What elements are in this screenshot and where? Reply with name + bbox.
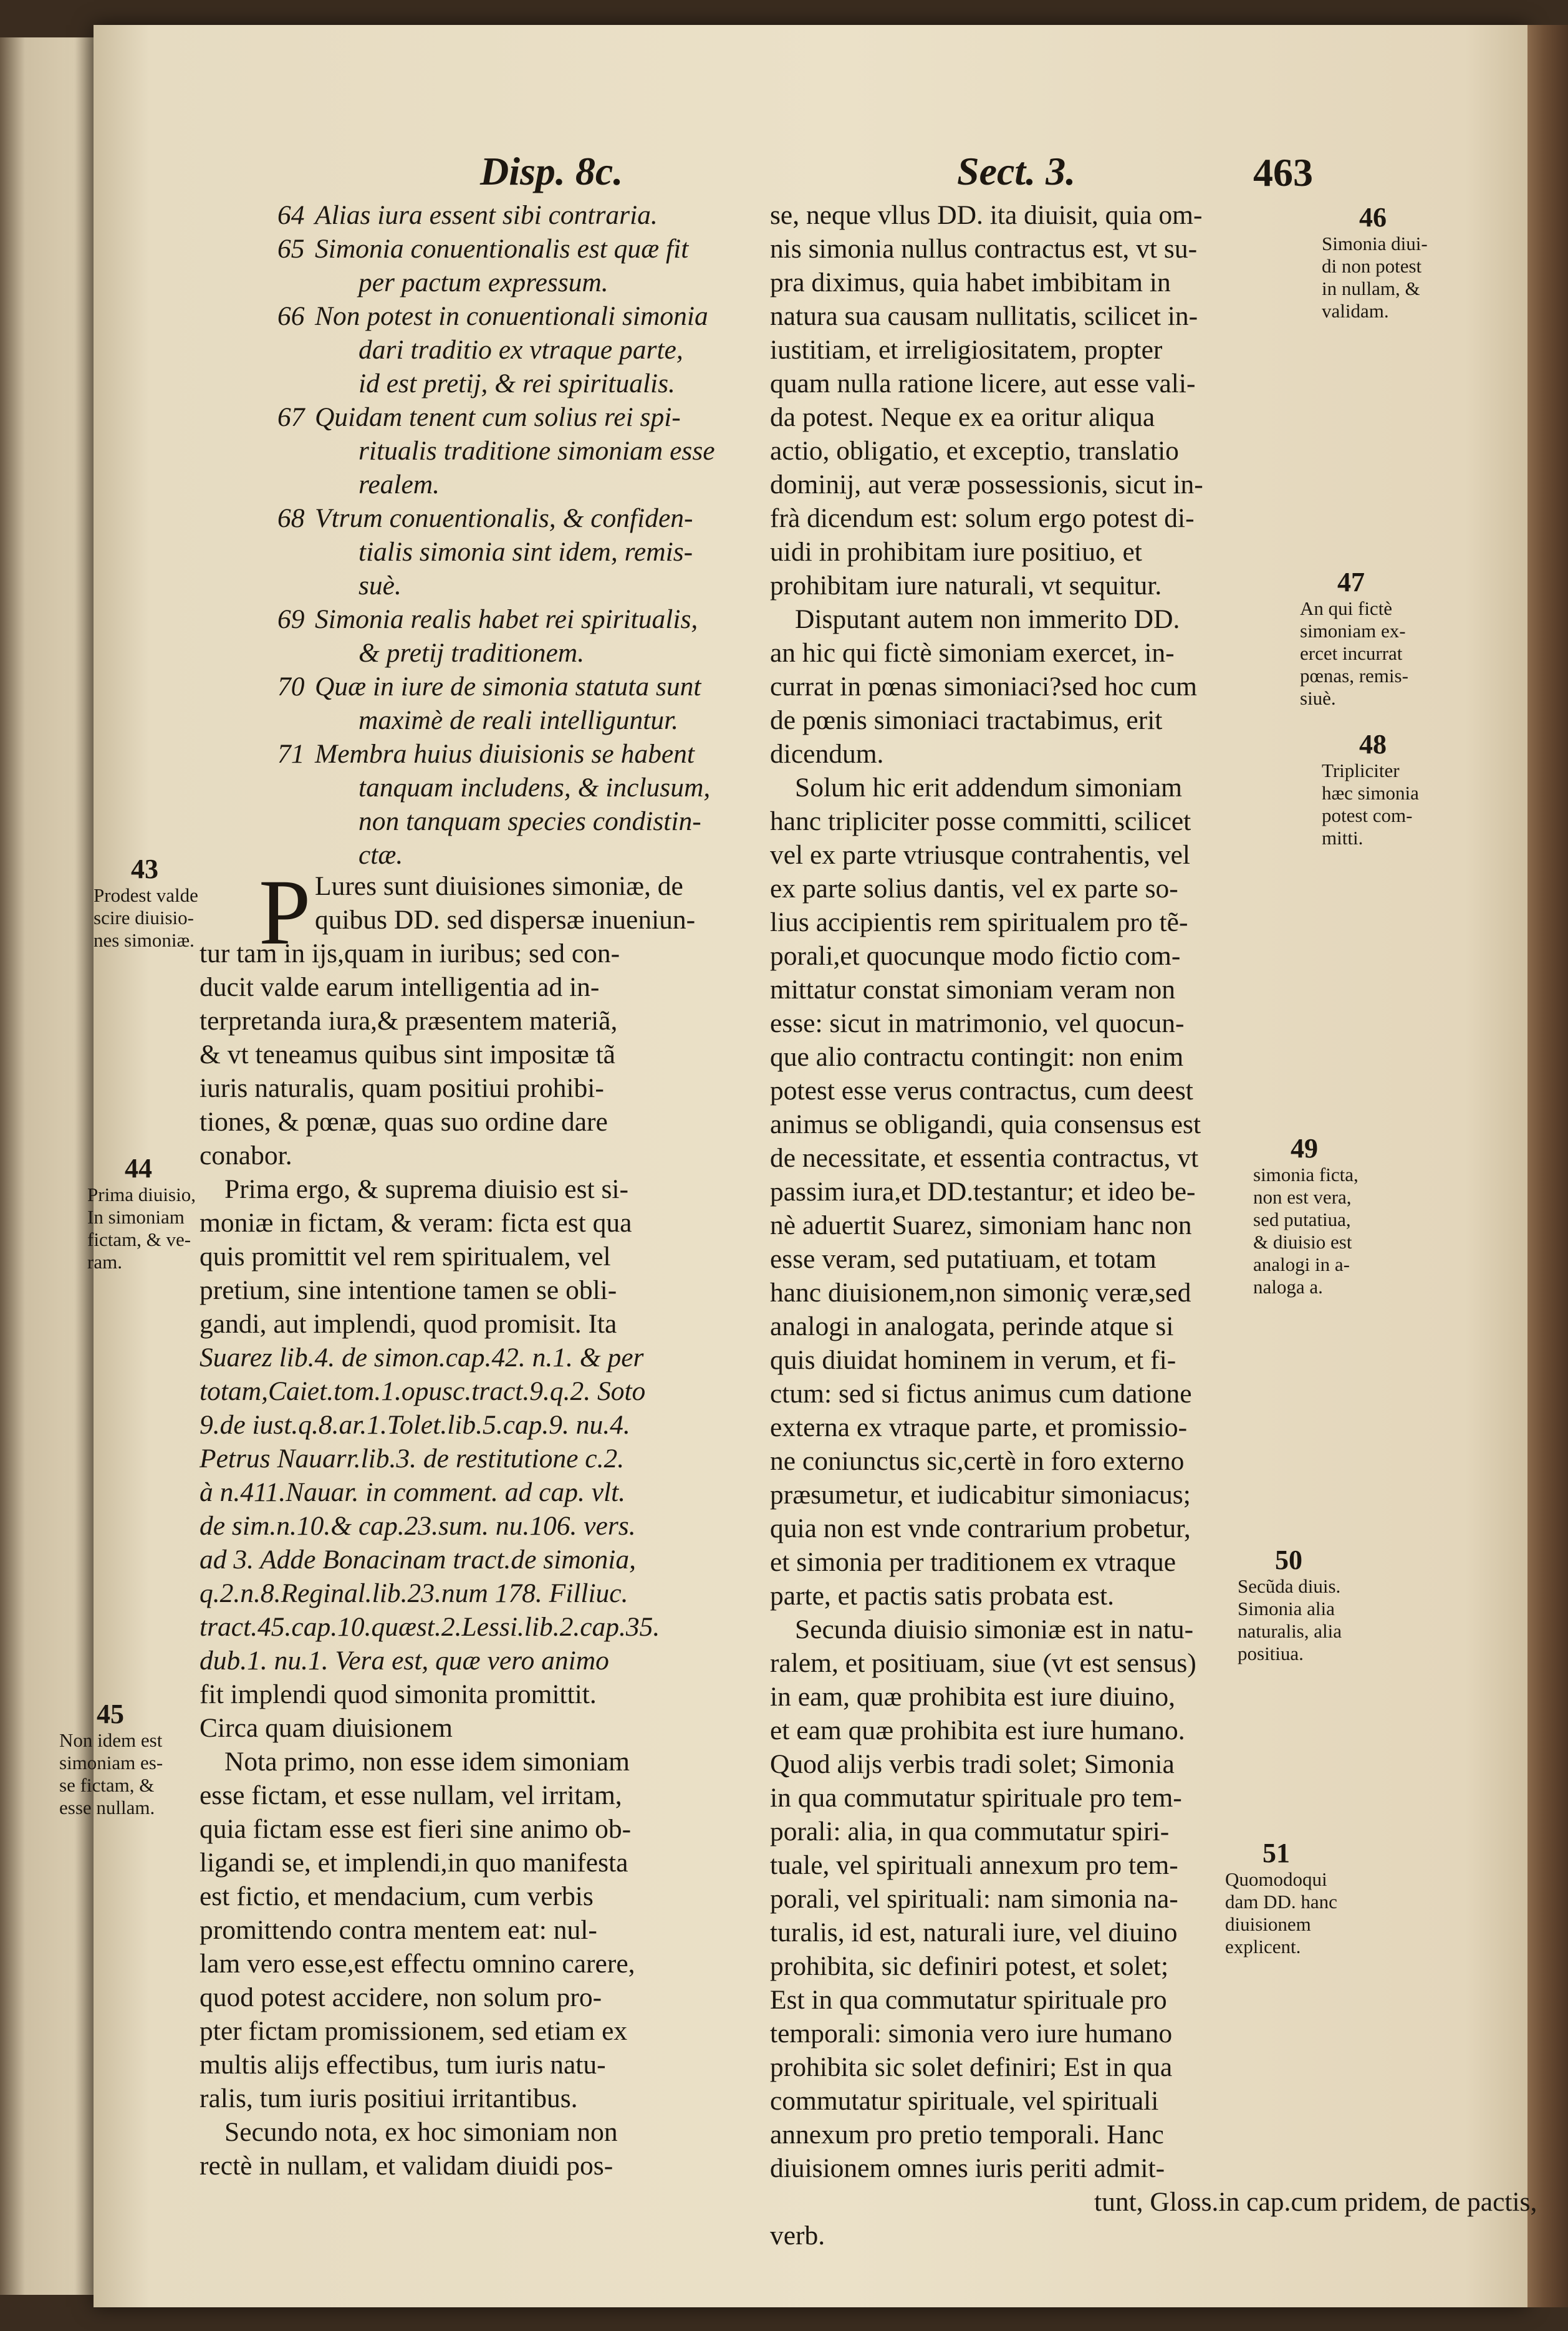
body-line: annexum pro pretio temporali. Hanc <box>770 2120 1164 2150</box>
body-line: ralem, et positiuam, siue (vt est sensus) <box>770 1648 1196 1678</box>
summary-line <box>277 501 715 535</box>
body-line: pra diximus, quia habet imbibitam in <box>770 268 1171 297</box>
margin-note <box>1322 730 1419 849</box>
body-line: porali, vel spirituali: nam simonia na- <box>770 1884 1178 1914</box>
margin-note-line: Quomodoqui <box>1225 1868 1327 1890</box>
margin-note <box>1238 1545 1342 1665</box>
drop-cap: P <box>259 861 311 964</box>
margin-note-number: 51 <box>1263 1838 1290 1868</box>
summary-text: non tanquam species condistin- <box>358 806 701 836</box>
body-line: Circa quam diuisionem <box>200 1713 453 1743</box>
body-line: mittatur constat simoniam veram non <box>770 975 1175 1005</box>
margin-note-line: Prima diuisio, <box>87 1184 196 1205</box>
margin-note-line: Simonia alia <box>1238 1598 1335 1619</box>
summary-number: 67 <box>277 402 305 432</box>
summary-line <box>277 232 715 266</box>
body-line: vel ex parte vtriusque contrahentis, vel <box>770 840 1191 870</box>
body-line: quis promittit vel rem spiritualem, vel <box>200 1242 611 1272</box>
summary-line <box>277 569 715 602</box>
margin-note-line: siuè. <box>1300 687 1336 709</box>
body-line: quod potest accidere, non solum pro- <box>200 1982 602 2012</box>
body-line: de sim.n.10.& cap.23.sum. nu.106. vers. <box>200 1511 636 1541</box>
body-line: se, neque vllus DD. ita diuisit, quia om- <box>770 200 1203 230</box>
body-line: q.2.n.8.Reginal.lib.23.num 178. Filliuc. <box>200 1578 628 1608</box>
running-header-center: Sect. 3. <box>957 149 1076 193</box>
body-line: verb. <box>770 2221 825 2251</box>
summary-line <box>277 367 715 400</box>
margin-note-line: Prodest valde <box>94 884 198 906</box>
body-line: passim iura,et DD.testantur; et ideo be- <box>770 1177 1196 1207</box>
margin-note-line: ram. <box>87 1251 122 1273</box>
summary-list <box>277 198 715 872</box>
margin-note <box>1322 203 1428 322</box>
margin-note-line: hæc simonia <box>1322 782 1419 804</box>
margin-note-line: Secũda diuis. <box>1238 1575 1341 1597</box>
body-line: nè aduertit Suarez, simoniam hanc non <box>770 1210 1192 1240</box>
body-line: in qua commutatur spirituale pro tem- <box>770 1783 1182 1813</box>
summary-text: dari traditio ex vtraque parte, <box>358 335 683 365</box>
body-line: nis simonia nullus contractus est, vt su- <box>770 234 1198 264</box>
margin-note-line: Simonia diui- <box>1322 233 1428 254</box>
body-line: & vt teneamus quibus sint impositæ tã <box>200 1040 615 1069</box>
body-line: an hic qui fictè simoniam exercet, in- <box>770 638 1175 668</box>
body-line: tiones, & pœnæ, quas suo ordine dare <box>200 1107 608 1137</box>
body-line: prohibita sic solet definiri; Est in qua <box>770 2052 1173 2082</box>
adjacent-page-edge <box>0 37 94 2295</box>
summary-text: ritualis traditione simoniam esse <box>358 436 715 466</box>
body-line: Petrus Nauarr.lib.3. de restitutione c.2. <box>200 1444 625 1474</box>
body-line: Prima ergo, & suprema diuisio est si- <box>224 1174 628 1204</box>
margin-note-line: simoniam ex- <box>1300 620 1406 642</box>
summary-text: ctæ. <box>358 840 403 870</box>
margin-note-line: positiua. <box>1238 1643 1304 1664</box>
body-line: Quod alijs verbis tradi solet; Simonia <box>770 1749 1175 1779</box>
body-line: in eam, quæ prohibita est iure diuino, <box>770 1682 1175 1712</box>
summary-text: Alias iura essent sibi contraria. <box>315 200 658 230</box>
body-line: est fictio, et mendacium, cum verbis <box>200 1881 594 1911</box>
summary-text: Vtrum conuentionalis, & confiden- <box>315 503 693 533</box>
body-line: quam nulla ratione licere, aut esse vali- <box>770 369 1196 398</box>
margin-note-line: Tripliciter <box>1322 760 1400 781</box>
margin-note-line: explicent. <box>1225 1936 1301 1957</box>
body-line: Solum hic erit addendum simoniam <box>795 773 1183 803</box>
margin-note-number: 44 <box>125 1153 152 1184</box>
summary-line <box>277 737 715 771</box>
summary-line <box>277 333 715 367</box>
body-line: ad 3. Adde Bonacinam tract.de simonia, <box>200 1545 636 1575</box>
body-line: Nota primo, non esse idem simoniam <box>224 1747 630 1777</box>
margin-note-line: potest com- <box>1322 804 1413 826</box>
summary-line <box>277 198 715 232</box>
summary-text: Simonia realis habet rei spiritualis, <box>315 604 698 634</box>
summary-number: 71 <box>277 739 305 769</box>
body-line: Secundo nota, ex hoc simoniam non <box>224 2117 618 2147</box>
body-line: frà dicendum est: solum ergo potest di- <box>770 503 1195 533</box>
margin-note-line: esse nullam. <box>59 1797 155 1818</box>
body-line: ralis, tum iuris positiui irritantibus. <box>200 2083 578 2113</box>
summary-line <box>277 670 715 703</box>
body-line: dicendum. <box>770 739 884 769</box>
body-line: da potest. Neque ex ea oritur aliqua <box>770 402 1155 432</box>
margin-note-line: nes simoniæ. <box>94 929 195 951</box>
body-line: esse fictam, et esse nullam, vel irritam, <box>200 1780 622 1810</box>
summary-text: per pactum expressum. <box>358 268 608 297</box>
margin-note-line: An qui fictè <box>1300 597 1393 619</box>
page-number: 463 <box>1253 150 1313 195</box>
body-line: Disputant autem non immerito DD. <box>795 604 1180 634</box>
body-line: de pœnis simoniaci tractabimus, erit <box>770 705 1163 735</box>
summary-text: maximè de reali intelliguntur. <box>358 705 679 735</box>
body-line: Lures sunt diuisiones simoniæ, de <box>315 871 683 901</box>
body-line: tuale, vel spirituali annexum pro tem- <box>770 1850 1178 1880</box>
body-line: lam vero esse,est effectu omnino carere, <box>200 1949 635 1979</box>
margin-note <box>1225 1838 1337 1958</box>
body-line: tur tam in ijs,quam in iuribus; sed con- <box>200 939 620 968</box>
body-line: lius accipientis rem spiritualem pro tẽ- <box>770 907 1188 937</box>
margin-note-number: 48 <box>1359 729 1387 760</box>
body-line: ducit valde earum intelligentia ad in- <box>200 972 600 1002</box>
running-header-left: Disp. 8c. <box>480 149 623 193</box>
body-line: 9.de iust.q.8.ar.1.Tolet.lib.5.cap.9. nu.4. <box>200 1410 630 1440</box>
body-line: à n.411.Nauar. in comment. ad cap. vlt. <box>200 1477 626 1507</box>
body-line: præsumetur, et iudicabitur simoniacus; <box>770 1480 1191 1510</box>
body-line: et simonia per traditionem ex vtraque <box>770 1547 1176 1577</box>
body-line: actio, obligatio, et exceptio, translatio <box>770 436 1179 466</box>
summary-text: Simonia conuentionalis est quæ fit <box>315 234 689 264</box>
margin-note-number: 47 <box>1337 567 1365 597</box>
summary-line <box>277 602 715 636</box>
body-line: parte, et pactis satis probata est. <box>770 1581 1115 1611</box>
body-line: rectè in nullam, et validam diuidi pos- <box>200 2151 613 2181</box>
summary-text: tialis simonia sint idem, remis- <box>358 537 693 567</box>
margin-note <box>1253 1134 1359 1298</box>
summary-text: tanquam includens, & inclusum, <box>358 773 711 803</box>
body-line: quia non est vnde contrarium probetur, <box>770 1513 1191 1543</box>
body-line: quia fictam esse est fieri sine animo ob- <box>200 1814 632 1844</box>
body-line: pretium, sine intentione tamen se obli- <box>200 1275 617 1305</box>
summary-line <box>277 535 715 569</box>
margin-note-number: 50 <box>1275 1545 1302 1575</box>
margin-note-line: scire diuisio- <box>94 907 194 929</box>
summary-text: Membra huius diuisionis se habent <box>315 739 695 769</box>
body-line: quis diuidat hominem in verum, et fi- <box>770 1345 1176 1375</box>
body-line: ex parte solius dantis, vel ex parte so- <box>770 874 1178 904</box>
body-line: prohibita, sic definiri potest, et solet; <box>770 1951 1169 1981</box>
body-line: dominij, aut veræ possessionis, sicut in- <box>770 470 1203 500</box>
summary-number: 69 <box>277 604 305 634</box>
body-line: ligandi se, et implendi,in quo manifesta <box>200 1848 628 1878</box>
body-line: ctum: sed si fictus animus cum datione <box>770 1379 1192 1409</box>
body-line: multis alijs effectibus, tum iuris natu- <box>200 2050 606 2080</box>
summary-line <box>277 703 715 737</box>
body-line: diuisionem omnes iuris periti admit- <box>770 2153 1165 2183</box>
summary-text: Non potest in conuentionali simonia <box>315 301 708 331</box>
margin-note-line: & diuisio est <box>1253 1231 1352 1253</box>
body-line: iustitiam, et irreligiositatem, propter <box>770 335 1163 365</box>
body-line: porali: alia, in qua commutatur spiri- <box>770 1817 1170 1846</box>
body-line: turalis, id est, naturali iure, vel diuino <box>770 1918 1178 1947</box>
body-line: externa ex vtraque parte, et promissio- <box>770 1412 1188 1442</box>
body-line: Secunda diuisio simoniæ est in natu- <box>795 1614 1194 1644</box>
body-line: commutatur spirituale, vel spirituali <box>770 2086 1159 2116</box>
body-line: Est in qua commutatur spirituale pro <box>770 1985 1167 2015</box>
body-line: hanc diuisionem,non simoniç veræ,sed <box>770 1278 1191 1308</box>
body-line: natura sua causam nullitatis, scilicet in- <box>770 301 1198 331</box>
margin-note-line: simonia ficta, <box>1253 1164 1359 1185</box>
body-line: analogi in analogata, perinde atque si <box>770 1311 1174 1341</box>
body-line: que alio contractu contingit: non enim <box>770 1042 1184 1072</box>
margin-note-line: fictam, & ve- <box>87 1228 191 1250</box>
margin-note-line: sed putatiua, <box>1253 1209 1351 1230</box>
margin-note-line: validam. <box>1322 300 1389 322</box>
body-line: totam,Caiet.tom.1.opusc.tract.9.q.2. Soto <box>200 1376 646 1406</box>
body-line: quibus DD. sed dispersæ inueniun- <box>315 905 696 935</box>
margin-note-number: 46 <box>1359 202 1387 233</box>
body-line: porali,et quocunque modo fictio com- <box>770 941 1181 971</box>
summary-text: suè. <box>358 571 402 601</box>
body-line: conabor. <box>200 1141 292 1170</box>
summary-line <box>277 636 715 670</box>
body-line: terpretanda iura,& præsentem materiã, <box>200 1006 618 1036</box>
body-line: esse veram, sed putatiuam, et totam <box>770 1244 1157 1274</box>
margin-note-line: In simoniam <box>87 1206 185 1228</box>
left-body-column <box>200 869 695 2183</box>
body-line: potest esse verus contractus, cum deest <box>770 1076 1193 1106</box>
margin-note-line: dam DD. hanc <box>1225 1891 1337 1913</box>
summary-line <box>277 771 715 804</box>
right-body-column <box>770 198 1537 2252</box>
margin-note-line: ercet incurrat <box>1300 642 1403 664</box>
body-line: temporali: simonia vero iure humano <box>770 2019 1173 2049</box>
summary-number: 70 <box>277 672 305 702</box>
body-line: iuris naturalis, quam positiui prohibi- <box>200 1073 604 1103</box>
margin-note <box>94 854 198 952</box>
summary-line <box>277 804 715 838</box>
summary-text: Quæ in iure de simonia statuta sunt <box>315 672 701 702</box>
summary-line <box>277 838 715 872</box>
margin-note-line: in nullam, & <box>1322 278 1420 299</box>
body-line: animus se obligandi, quia consensus est <box>770 1109 1201 1139</box>
margin-note-line: simoniam es- <box>59 1752 163 1774</box>
summary-number: 65 <box>277 234 305 264</box>
margin-note-number: 49 <box>1291 1133 1318 1164</box>
body-line: Suarez lib.4. de simon.cap.42. n.1. & per <box>200 1343 644 1373</box>
summary-line <box>277 400 715 434</box>
summary-number: 64 <box>277 200 305 230</box>
margin-note-line: pœnas, remis- <box>1300 665 1408 687</box>
body-line: pter fictam promissionem, sed etiam ex <box>200 2016 628 2046</box>
margin-note-line: analogi in a- <box>1253 1253 1350 1275</box>
margin-note-line: di non potest <box>1322 255 1422 277</box>
body-line: moniæ in fictam, & veram: ficta est qua <box>200 1208 632 1238</box>
body-line: prohibitam iure naturali, vt sequitur. <box>770 571 1162 601</box>
margin-note-line: Non idem est <box>59 1729 163 1751</box>
summary-line <box>277 266 715 299</box>
margin-note <box>87 1154 196 1273</box>
body-line: de necessitate, et essentia contractus, vt <box>770 1143 1199 1173</box>
summary-line <box>277 434 715 468</box>
summary-text: & pretij traditionem. <box>358 638 585 668</box>
summary-line <box>277 299 715 333</box>
summary-text: id est pretij, & rei spiritualis. <box>358 369 675 398</box>
body-line: tract.45.cap.10.quæst.2.Lessi.lib.2.cap.35. <box>200 1612 660 1642</box>
body-line: ne coniunctus sic,certè in foro externo <box>770 1446 1185 1476</box>
body-line: fit implendi quod simonita promittit. <box>200 1679 597 1709</box>
body-line: gandi, aut implendi, quod promisit. Ita <box>200 1309 617 1339</box>
margin-note <box>59 1699 163 1819</box>
body-line: tunt, Gloss.in cap.cum pridem, de pactis, <box>1094 2187 1537 2217</box>
summary-text: realem. <box>358 470 440 500</box>
body-line: uidi in prohibitam iure positiuo, et <box>770 537 1142 567</box>
body-line: hanc tripliciter posse committi, scilicet <box>770 806 1191 836</box>
margin-note-line: se fictam, & <box>59 1774 155 1796</box>
margin-note-number: 45 <box>97 1699 124 1729</box>
body-line: dub.1. nu.1. Vera est, quæ vero animo <box>200 1646 609 1676</box>
summary-line <box>277 468 715 501</box>
body-line: promittendo contra mentem eat: nul- <box>200 1915 597 1945</box>
summary-number: 68 <box>277 503 305 533</box>
margin-note-line: diuisionem <box>1225 1913 1311 1935</box>
margin-note <box>1300 567 1408 710</box>
margin-note-line: naturalis, alia <box>1238 1620 1342 1642</box>
body-line: et eam quæ prohibita est iure humano. <box>770 1716 1185 1745</box>
summary-text: Quidam tenent cum solius rei spi- <box>315 402 681 432</box>
margin-note-number: 43 <box>131 854 158 884</box>
margin-note-line: naloga a. <box>1253 1276 1323 1298</box>
summary-number: 66 <box>277 301 305 331</box>
margin-note-line: non est vera, <box>1253 1186 1352 1208</box>
body-line: esse: sicut in matrimonio, vel quocun- <box>770 1008 1185 1038</box>
body-line: currat in pœnas simoniaci?sed hoc cum <box>770 672 1197 702</box>
margin-note-line: mitti. <box>1322 827 1364 849</box>
